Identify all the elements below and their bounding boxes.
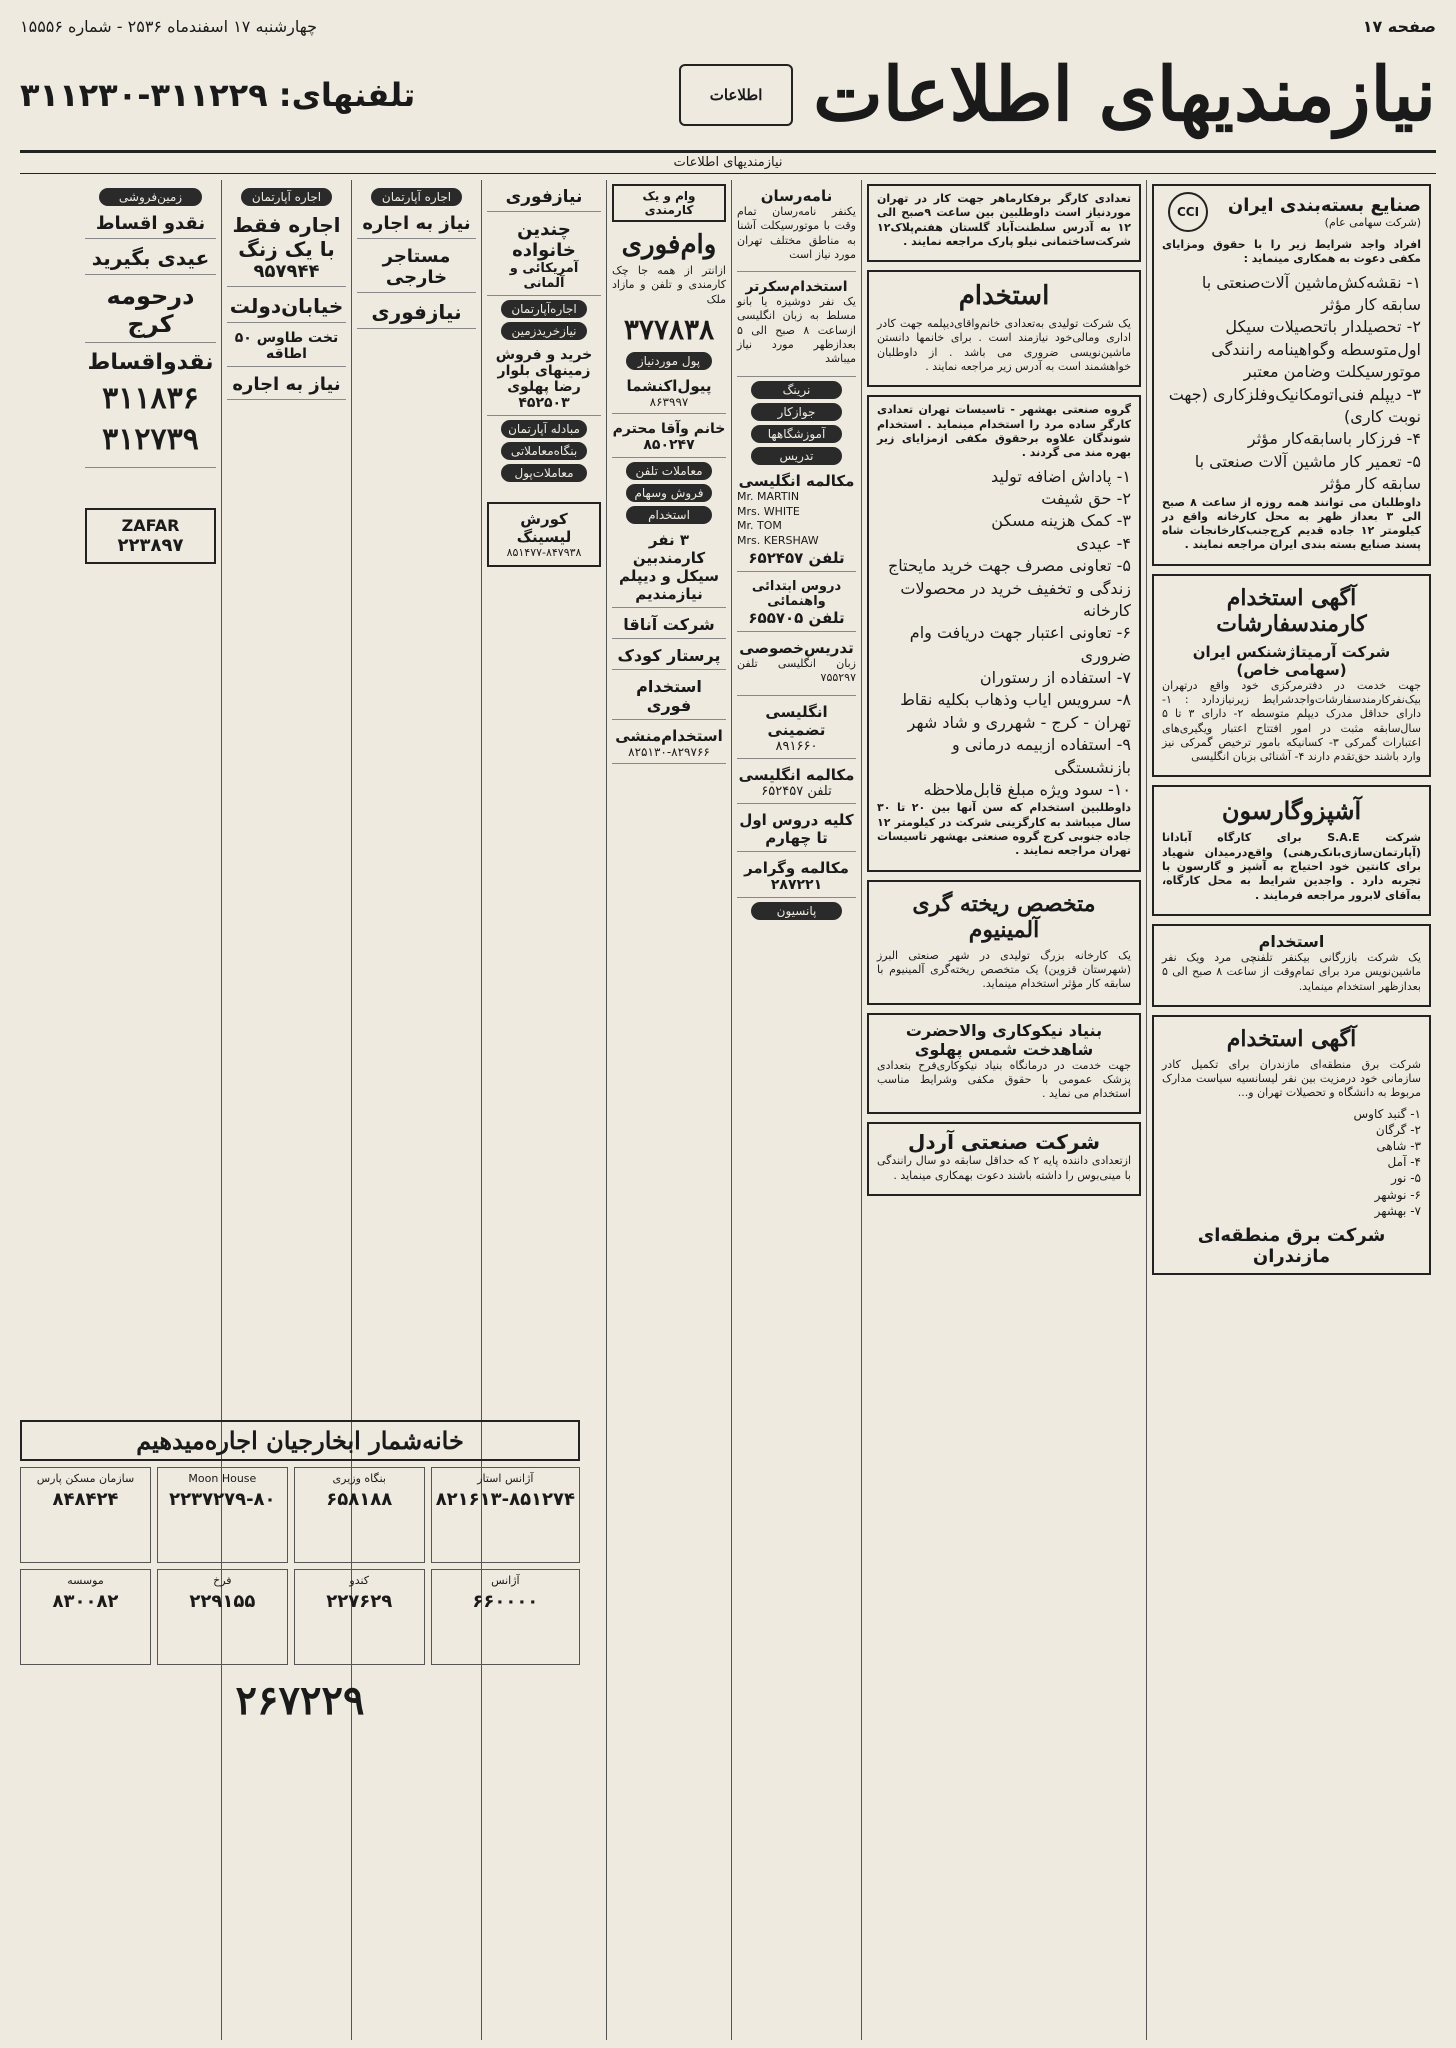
list-item: ۶- تعاونی اعتبار جهت دریافت وام ضروری xyxy=(909,623,1131,665)
company-logo-icon: CCI xyxy=(1168,192,1208,232)
date-line: چهارشنبه ۱۷ اسفندماه ۲۵۳۶ - شماره ۱۵۵۵۶ xyxy=(20,16,317,36)
ad-name: آژانس استار xyxy=(477,1472,534,1485)
ad-body: یکنفر نامه‌رسان تمام وقت با موتورسیکلت آشنا به مناطق مختلف تهران مورد نیاز است xyxy=(737,205,856,261)
rental-ad xyxy=(431,1467,580,1563)
list-item: ۳- شاهی xyxy=(1376,1139,1421,1154)
ad-snow-workers xyxy=(867,184,1141,262)
ad-land-trade xyxy=(487,344,601,416)
ad-phone: ۹۵۷۹۴۴ xyxy=(253,261,320,282)
ad-body: گروه صنعتی بهشهر - تاسیسات تهران تعدادی کارگر ساده مرد را استخدام مینماید . استخدام شوندگان علاوه برحقوق مکفی ازمزایای زیر بهره مند می گردند . xyxy=(877,403,1131,460)
requirements-list xyxy=(1162,272,1421,496)
ad-grammar xyxy=(737,856,856,898)
ad-body: یک نفر دوشیزه یا بانو مسلط به زبان انگلیسی ازساعت ۸ صبح الی ۵ بعدازظهر مورد نیاز میباشد xyxy=(737,295,856,366)
ad-phone: ۸۹۱۶۶۰ xyxy=(775,738,818,754)
ad-title: آگهی استخدام xyxy=(1226,1025,1357,1052)
ad-takht-tavoos xyxy=(227,327,346,367)
ad-packaging-company xyxy=(1152,184,1431,566)
list-item: ۲- تحصیلدار باتحصیلات سیکل اول‌متوسطه وگواهینامه رانندگی موتورسیکلت وضامن معتبر xyxy=(1211,317,1421,382)
ad-title: عیدی بگیرید xyxy=(91,246,210,270)
ad-title: انگلیسی تضمینی xyxy=(765,702,828,739)
ad-title: نقدواقساط xyxy=(87,350,214,375)
section-header: اجاره‌آپارتمان xyxy=(501,300,587,318)
ad-name: سازمان مسکن پارس xyxy=(36,1472,135,1485)
ad-title: ۳ نفر کارمندبین سیکل و دیپلم نیازمندیم xyxy=(618,530,720,603)
section-header: فروش وسهام xyxy=(626,484,712,502)
list-item: ۴- آمل xyxy=(1387,1155,1421,1170)
ad-sir-madam xyxy=(612,418,726,458)
ad-one-call xyxy=(227,210,346,287)
ad-title: خرید و فروش زمینهای بلوار رضا پهلوی xyxy=(495,347,593,395)
ad-title: خیابان‌دولت xyxy=(229,294,344,318)
ad-body: تعدادی کارگر برفکارماهر جهت کار در تهران موردنیاز است داوطلبین بین ساعت ۹صبح الی ۱۲ به آدرس سلطنت‌آباد گلستان هفتم‌پلاک۱۲ شرکت‌ساختمانی نیلو پارک مراجعه نمایند . xyxy=(877,192,1131,248)
ad-title: درحومه کرج xyxy=(106,282,195,338)
ad-families xyxy=(487,216,601,296)
rental-ad xyxy=(157,1467,288,1563)
benefits-list xyxy=(877,466,1131,802)
ad-name: فرخ xyxy=(213,1574,232,1587)
ad-phone: ۳۱۲۷۳۹ xyxy=(102,422,199,457)
masthead-title: نیازمندیهای اطلاعات xyxy=(813,52,1436,138)
ad-private-tutoring xyxy=(737,636,856,696)
list-item: ۲- گرگان xyxy=(1375,1122,1421,1137)
list-item: Mrs. KERSHAW xyxy=(737,534,819,548)
section-header: پانسیون xyxy=(751,902,842,920)
phones-label: تلفنهای: xyxy=(278,76,416,114)
ad-english-guaranteed xyxy=(737,700,856,759)
ad-title: نیازفوری xyxy=(505,187,583,207)
ad-company: شرکت آرمیتاژشنکس ایران (سهامی خاص) xyxy=(1192,642,1391,679)
columns xyxy=(20,180,1436,2040)
column-8 xyxy=(80,180,221,2040)
ad-title: نقدو اقساط xyxy=(95,213,206,234)
ad-phone: ۳۱۱۸۳۶ xyxy=(102,381,199,416)
ad-phone: ۳۷۷۸۳۸ xyxy=(623,312,715,346)
ad-nanny xyxy=(612,643,726,670)
ad-title: نیاز به اجاره xyxy=(232,374,341,395)
ad-title: کورش لیسینگ xyxy=(516,510,572,546)
ad-phone: ۸۶۳۹۹۷ xyxy=(649,394,689,409)
section-header: معاملات تلفن xyxy=(626,462,712,480)
ad-aluminium xyxy=(867,880,1141,1005)
places-list xyxy=(1162,1106,1421,1219)
list-item: Mr. TOM xyxy=(737,519,782,533)
list-item: ۷- استفاده از رستوران xyxy=(979,668,1131,688)
masthead xyxy=(20,40,1436,150)
ad-title: استخدام xyxy=(1258,931,1325,951)
ad-chef-waiter xyxy=(1152,785,1431,915)
ad-title: استخدام xyxy=(958,281,1050,312)
rental-ads-grid xyxy=(20,1467,580,1665)
ad-title: متخصص ریخته گری آلمینیوم xyxy=(912,890,1096,943)
column-4 xyxy=(606,180,731,2040)
ad-title: اجاره فقط با یک زنگ xyxy=(232,213,341,261)
ad-urgent-rent xyxy=(357,297,476,329)
ad-eid-gift xyxy=(85,243,216,275)
section-header: مبادله آپارتمان xyxy=(501,420,587,438)
ad-title: استخدام‌منشی xyxy=(615,726,723,745)
ad-title: دروس ابتدائی واهنمائی xyxy=(751,579,842,610)
ad-secretary-hire xyxy=(612,724,726,764)
ad-title: شرکت آناقا xyxy=(623,614,715,634)
big-phone: ۲۶۷۲۲۹ xyxy=(235,1677,365,1724)
list-item: ۳- کمک هزینه مسکن xyxy=(991,511,1131,531)
column-5 xyxy=(481,180,606,2040)
list-item: ۴- فرزکار باسابقه‌کار مؤثر xyxy=(1247,429,1421,449)
ad-title: تدریس‌خصوصی xyxy=(739,639,854,658)
masthead-phones xyxy=(20,76,415,114)
ad-title: مکالمه انگلیسی xyxy=(738,471,855,490)
ad-money xyxy=(612,374,726,414)
list-item: ۱- گنبد کاوس xyxy=(1353,1106,1421,1121)
ad-title: پرستار کودک xyxy=(617,645,721,665)
ad-title: آشپزوگارسون xyxy=(1221,796,1362,826)
ad-phone: ۲۲۳۷۲۷۹-۸۰ xyxy=(169,1489,276,1510)
ad-title: مکالمه انگلیسی xyxy=(738,765,855,784)
ad-all-lessons xyxy=(737,808,856,852)
rental-ad xyxy=(294,1467,425,1563)
teachers-list xyxy=(737,490,856,549)
ad-urgent-hire xyxy=(612,674,726,720)
rental-ad xyxy=(20,1467,151,1563)
ad-anaqa xyxy=(612,612,726,639)
ad-body: یک شرکت تولیدی به‌تعدادی خانم‌واقای‌دیپلمه جهت کادر اداری ومالی‌خود نیازمند است . برای خانمها دانستن ماشین‌نویسی ضروری می باشد . از داوطلبان خواهشمند است به آدرس زیر مراجعه نمایند . xyxy=(877,317,1131,374)
ad-body: یک شرکت بازرگانی بیکنفر تلفنچی مرد ویک نفر ماشین‌نویس مرد برای تمام‌وقت از ساعت ۸ صبح الی ۵ بعدازظهر استخدام مینماید. xyxy=(1162,950,1421,993)
company-name: صنایع بسته‌بندی ایران xyxy=(1227,195,1421,216)
page-label: صفحه ۱۷ xyxy=(1362,16,1436,36)
ad-title: استخدام فوری xyxy=(636,676,702,715)
masthead-subline: نیازمندیهای اطلاعات xyxy=(20,150,1436,174)
rental-ad xyxy=(294,1569,425,1665)
ad-body: شرکت S.A.E برای کارگاه آبادانا (آپارتمان‌سازی‌بانک‌رهنی) واقع‌درمیدان شهیاد برای کانتین خود احتیاج به آشپز و گارسون با تجربه دارد . واجدین شرایط به محل کارگاه، به‌آقای لابرور مراجعه فرمایند . xyxy=(1162,831,1421,902)
column-7 xyxy=(221,180,351,2040)
rental-ad xyxy=(157,1569,288,1665)
ad-name: کندو xyxy=(349,1574,370,1587)
list-item: ۲- حق شیفت xyxy=(1041,488,1131,508)
ad-charity-foundation xyxy=(867,1013,1141,1115)
ad-dolat xyxy=(227,291,346,323)
company-sub: (شرکت سهامی عام) xyxy=(1324,216,1421,229)
ad-rent-need-2 xyxy=(227,371,346,400)
ad-cash-installments xyxy=(85,347,216,468)
ad-phone: تلفن ۶۵۵۷۰۵ xyxy=(748,609,845,628)
ad-installments xyxy=(85,210,216,239)
ad-phone: ۲۸۷۲۲۱ xyxy=(770,876,823,893)
section-header: زمین‌فروشی xyxy=(99,188,202,206)
ad-closing: داوطلبان می توانند همه روزه از ساعت ۸ صبح الی ۳ بعداز ظهر به محل کارخانه واقع در کیلومتر ۱۲ جاده قدیم کرج‌جنب‌کارخانجات شاه پسند صنایع بسته بندی ایران مراجعه نمایند . xyxy=(1162,495,1421,552)
list-item: ۹- استفاده ازبیمه درمانی و بازنشستگی xyxy=(952,735,1131,777)
ad-phone: ۲۲۷۶۲۹ xyxy=(326,1591,393,1612)
ad-body: ازانتر از همه جا چک کارمندی و تلفن و مازاد ملک xyxy=(612,264,726,306)
ad-title: نیازفوری xyxy=(371,300,462,324)
list-item: ۳- دیپلم فنی‌اتومکانیک‌وفلزکاری (جهت نوبت کاری) xyxy=(1168,384,1421,426)
ad-rent-need xyxy=(357,210,476,239)
section-header: آموزشگاهها xyxy=(751,425,842,443)
ad-phone: ۴۵۲۵۰۳ xyxy=(518,395,570,411)
section-header: نرینگ xyxy=(751,381,842,399)
ad-phone: ۶۵۸۱۸۸ xyxy=(326,1489,393,1510)
ad-phone: ۸۵۱۴۷۷-۸۴۷۹۳۸ xyxy=(506,546,582,559)
ad-title: وام‌فوری xyxy=(621,230,717,260)
ad-name: موسسه xyxy=(67,1574,104,1587)
ad-phone: ۲۲۳۸۹۷ xyxy=(117,535,184,556)
ad-phone: ۸۵۰۲۴۷ xyxy=(643,436,695,453)
list-item: ۵- تعمیر کار ماشین آلات صنعتی با سابقه کار مؤثر xyxy=(1194,451,1421,494)
ad-name: آژانس xyxy=(491,1574,520,1587)
ad-foreign-tenant xyxy=(357,243,476,293)
ad-title: کلیه دروس اول تا چهارم xyxy=(739,810,854,847)
column-6 xyxy=(351,180,481,2040)
ad-urgent-need xyxy=(487,184,601,212)
ad-behshahr xyxy=(867,395,1141,871)
ad-name: بنگاه وزیری xyxy=(332,1472,386,1485)
ad-title: نامه‌رسان xyxy=(760,187,833,205)
column-1 xyxy=(1146,180,1436,2040)
ad-zafar xyxy=(85,508,216,564)
ad-phone: ۸۳۰۰۸۲ xyxy=(52,1591,119,1612)
rental-ad xyxy=(20,1569,151,1665)
ad-phone: ۶۶۰۰۰۰ xyxy=(472,1591,539,1612)
ad-body: جهت خدمت در درمانگاه بنیاد نیکوکاری‌فرح بتعدادی پزشک عمومی با حقوق مکفی وشرایط مناسب استخدام می نماید . xyxy=(877,1058,1131,1101)
ad-body: ازتعدادی داننده پایه ۲ که حداقل سابقه دو سال رانندگی با مینی‌بوس را داشته باشند دعوت بهمکاری مینماید . xyxy=(877,1154,1131,1182)
ad-english-teachers xyxy=(737,469,856,572)
newspaper-logo-icon: اطلاعات xyxy=(679,64,793,126)
ad-tutoring xyxy=(737,576,856,632)
ad-phone: ۸۲۵۱۳۰-۸۲۹۷۶۶ xyxy=(628,744,710,759)
section-header: تدریس xyxy=(751,447,842,465)
ad-body: شرکت برق منطقه‌ای مازندران برای تکمیل کادر سازمانی خود درمزیت بین نفر لیسانسیه سیاست مدارک مربوط به دانشگاه و تحصیلات تهران و... xyxy=(1162,1057,1421,1100)
list-item: ۱۰- سود ویژه مبلغ قابل‌ملاحظه xyxy=(923,780,1131,800)
list-item: ۵- نور xyxy=(1391,1171,1421,1186)
ad-title: بنیاد نیکوکاری والاحضرت شاهدخت شمس پهلوی xyxy=(905,1020,1103,1059)
phones-number: ۳۱۱۲۳۰-۳۱۱۲۲۹ xyxy=(20,76,268,114)
section-header: پول موردنیاز xyxy=(626,352,712,370)
section-header: نیازخرید‌زمین xyxy=(501,322,587,340)
ad-english-conversation xyxy=(737,763,856,804)
ad-body: یک کارخانه بزرگ تولیدی در شهر صنعتی البرز (شهرستان قزوین) یک متخصص ریخته‌گری آلمینیوم با سابقه کار مؤثر استخدام مینماید. xyxy=(877,948,1131,991)
ad-closing: داوطلبین استخدام که سن آنها بین ۲۰ تا ۳۰ سال میباشد به کارگزینی شرکت در کیلومتر ۱۲ جاده جنوبی کرج گروه صنعتی بهشهر تاسیسات تهران مراجعه نمایند . xyxy=(877,801,1132,858)
ad-three-employees xyxy=(612,528,726,608)
ad-name: Moon House xyxy=(188,1472,257,1485)
section-header: جوازکار xyxy=(751,403,842,421)
section-header: اجاره آپارتمان xyxy=(371,188,462,206)
ad-title: پیول‌اکنشما xyxy=(626,376,712,395)
ad-armitage xyxy=(1152,574,1431,778)
ad-title: ZAFAR xyxy=(121,516,180,535)
ad-courier xyxy=(737,184,856,272)
list-item: Mr. MARTIN xyxy=(737,489,800,503)
section-header: معاملات‌پول xyxy=(501,464,587,482)
section-header: بنگاه‌معاملاتی xyxy=(501,442,587,460)
ad-karaj-suburb xyxy=(85,279,216,343)
ad-phone: ۸۴۸۴۲۴ xyxy=(52,1489,119,1510)
ad-title: استخدام‌سکرتر xyxy=(745,279,848,296)
ad-body: جهت خدمت در دفترمرکزی خود واقع درتهران بیک‌نفرکارمندسفارشات‌واجدشرایط زیرنیازدارد : ۱- دارای حداقل مدرک دیپلم متوسطه ۲- دارای ۳ تا ۵ سال‌سابقه مثبت در امور افتتاح اعتبار ویگیری‌های اعتبارات گمرکی ۳- کسانیکه بامور ترخیص گمرکی نیز وارد باشند حق‌تقدم دارند ۴- آشنائی بزبان انگلیسی xyxy=(1162,678,1422,764)
ad-phone: ۸۲۱۶۱۳-۸۵۱۲۷۴ xyxy=(435,1489,575,1510)
ad-title: شرکت صنعتی آردل xyxy=(907,1130,1100,1155)
ad-title: تخت طاوس ۵۰ اطاقه xyxy=(234,330,339,362)
section-header: اجاره آپارتمان xyxy=(241,188,332,206)
ad-title: مستاجر خارجی xyxy=(382,246,451,288)
ad-subtitle: آمریکائی و آلمانی xyxy=(509,261,579,291)
list-item: Mrs. WHITE xyxy=(737,504,800,518)
dateline xyxy=(20,12,1436,40)
rental-banner: خانه‌شمار ابخارجیان اجاره‌میدهیم xyxy=(20,1420,580,1461)
ad-footer: شرکت برق منطقه‌ای مازندران xyxy=(1197,1225,1386,1268)
ad-phone: تلفن ۶۵۲۴۵۷ xyxy=(748,549,845,568)
ad-phone: ۲۲۹۱۵۵ xyxy=(189,1591,256,1612)
list-item: ۱- نقشه‌کش‌ماشین آلات‌صنعتی با سابقه کار مؤثر xyxy=(1201,272,1421,314)
ad-kourosh-leasing xyxy=(487,502,601,567)
ad-title: چندین خانواده xyxy=(512,219,576,261)
ad-header-box: وام‌ و یک‌ کارمندی xyxy=(612,184,726,222)
list-item: ۶- نوشهر xyxy=(1374,1187,1421,1202)
list-item: ۸- سرویس ایاب وذهاب بکلیه نقاط تهران - کرج - شهرری و شاد شهر xyxy=(900,690,1131,732)
ad-title: مکالمه وگرامر xyxy=(744,858,849,877)
list-item: ۴- عیدی xyxy=(1076,533,1131,553)
ad-intro: افراد واجد شرایط زیر را با حقوق ومزایای مکفی دعوت به همکاری مینماید : xyxy=(1162,238,1421,266)
rental-section xyxy=(20,1420,580,1730)
ad-body: زبان انگلیسی تلفن ۷۵۵۲۹۷ xyxy=(737,657,856,685)
ad-employment-small xyxy=(1152,924,1431,1007)
ad-title: نیاز به اجاره xyxy=(362,213,471,234)
ad-secretary xyxy=(737,276,856,376)
list-item: ۵- تعاونی مصرف جهت خرید مایحتاج زندگی و تخفیف خرید در محصولات کارخانه xyxy=(887,556,1131,620)
rental-ad xyxy=(431,1569,580,1665)
column-2 xyxy=(861,180,1146,2040)
ad-mazandaran-power xyxy=(1152,1015,1431,1275)
section-header: استخدام xyxy=(626,506,712,524)
ad-phone: تلفن ۶۵۲۴۵۷ xyxy=(761,783,832,799)
list-item: ۱- پاداش اضافه تولید xyxy=(990,466,1131,486)
list-item: ۷- بهشهر xyxy=(1374,1203,1421,1218)
column-3 xyxy=(731,180,861,2040)
ad-title: آگهی استخدام کارمندسفارشات xyxy=(1216,584,1367,637)
ad-production-company xyxy=(867,270,1141,387)
ad-ardel-company xyxy=(867,1122,1141,1196)
ad-title: خانم وآقا محترم xyxy=(612,420,726,437)
